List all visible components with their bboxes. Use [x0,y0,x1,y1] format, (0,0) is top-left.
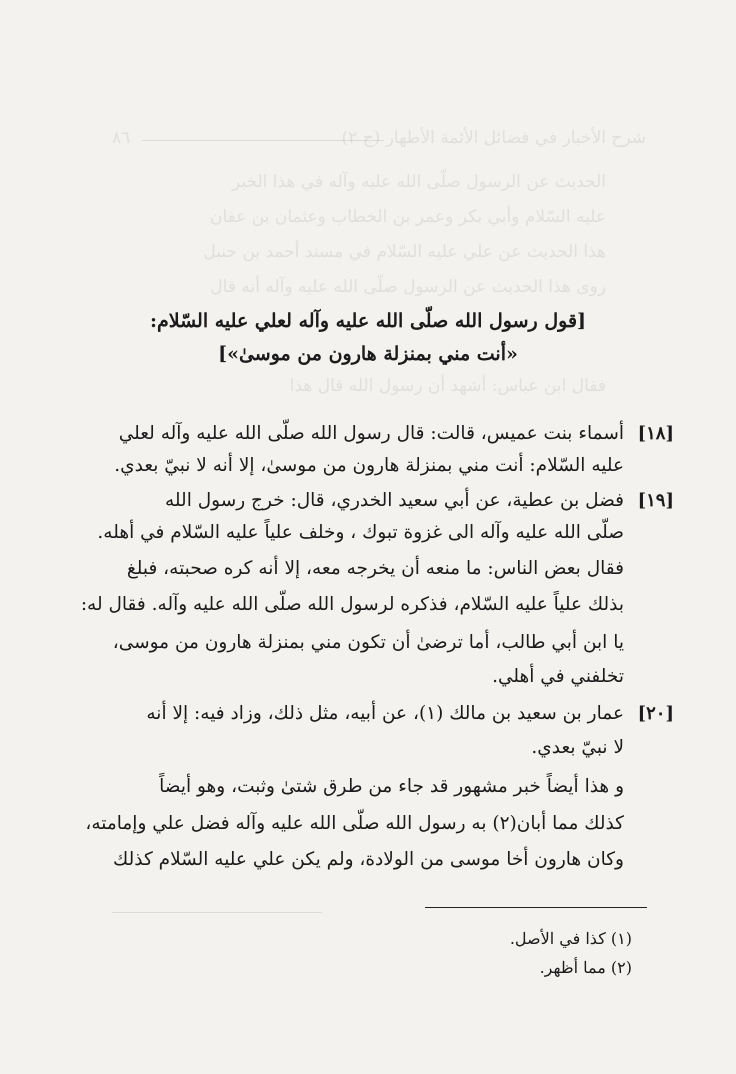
entry-line: فقال بعض الناس: ما منعه أن يخرجه معه، إلا أنه كره صحبته، فبلغ [126,558,624,579]
entry-line: يا ابن أبي طالب، أما ترضىٰ أن تكون مني بمنزلة هارون من موسى، [112,632,624,653]
entry-number: [٢٠] [637,703,674,724]
entry-line: تخلفني في أهلي. [492,666,624,687]
entry-line: صلّى الله عليه وآله الى غزوة تبوك ، وخلف علياً عليه السّلام في أهله. [97,522,624,543]
footnote: (٢) مما أظهر. [539,958,632,977]
footnote-rule [425,907,647,908]
entry-number: [١٨] [637,423,674,444]
entry-line: عمار بن سعيد بن مالك (١)، عن أبيه، مثل ذلك، وزاد فيه: إلا أنه [146,703,624,724]
entry-line: بذلك علياً عليه السّلام، فذكره لرسول الله صلّى الله عليه وآله. فقال له: [80,594,624,615]
footnote: (١) كذا في الأصل. [509,929,632,948]
paragraph-line: و هذا أيضاً خبر مشهور قد جاء من طرق شتىٰ وثبت، وهو أيضاً [159,776,624,797]
entry-line: فضل بن عطية، عن أبي سعيد الخدري، قال: خرج رسول الله [165,490,624,511]
section-heading-line-1: [قول رسول الله صلّى الله عليه وآله لعلي عليه السّلام: [149,310,587,332]
bleed-line: الحديث عن الرسول صلّى الله عليه وآله في هذا الخبر [231,172,606,192]
paragraph-line: وكان هارون أخا موسى من الولادة، ولم يكن علي عليه السّلام كذلك [113,849,624,870]
paragraph-line: كذلك مما أبان(٢) به رسول الله صلّى الله عليه وآله فضل علي وإمامته، [85,813,624,834]
section-heading-line-2: «أنت مني بمنزلة هارون من موسىٰ»] [218,343,518,365]
bleed-footnote-rule [112,912,322,913]
bleed-line: روى هذا الحديث عن الرسول صلّى الله عليه وآله أنه قال [210,277,606,297]
entry-line: لا نبيّ بعدي. [531,737,624,758]
bleed-page-number: ٨٦ [112,128,131,148]
bleed-line: عليه السّلام وأبي بكر وعمر بن الخطاب وعثمان بن عفان [209,207,606,227]
bleed-line: هذا الحديث عن علي عليه السّلام في مسند أحمد بن حنبل [203,242,606,262]
bleed-line: فقال ابن عباس: أشهد أن رسول الله قال هذا [289,376,606,396]
entry-line: عليه السّلام: أنت مني بمنزلة هارون من موسىٰ، إلا أنه لا نبيّ بعدي. [114,455,624,476]
entry-number: [١٩] [637,490,674,511]
entry-line: أسماء بنت عميس، قالت: قال رسول الله صلّى الله عليه وآله لعلي [118,423,624,444]
bleed-running-header: شرح الأخبار في فضائل الأئمة الأطهار (ج ٢) [341,128,646,148]
